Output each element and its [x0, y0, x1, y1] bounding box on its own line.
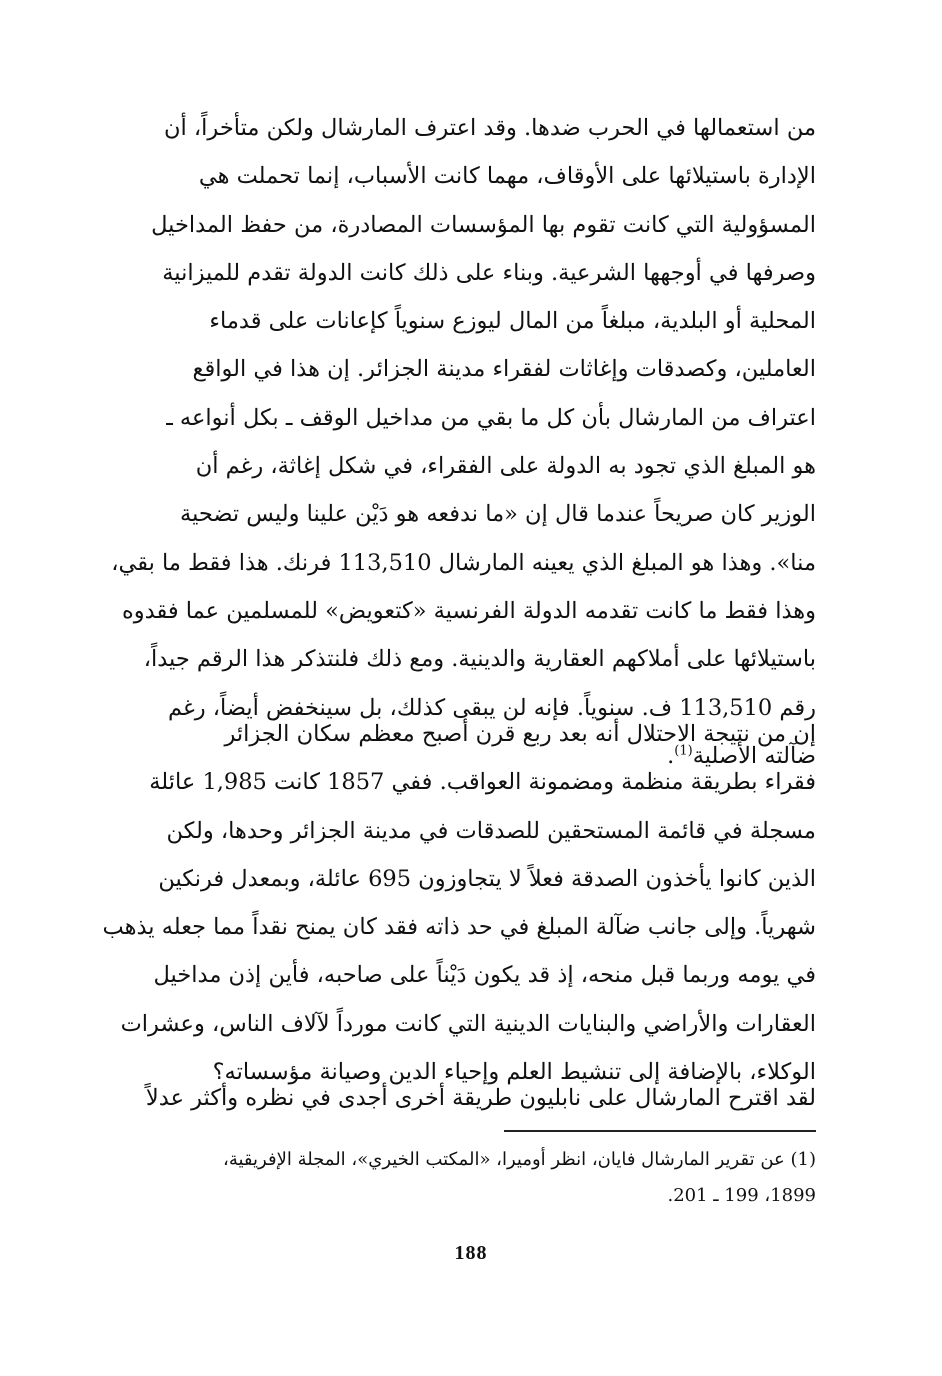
- footnote-line: 1899، 199 ـ 201.: [667, 1185, 816, 1206]
- text-line: إن من نتيجة الاحتلال أنه بعد ربع قرن أصبح معظم سكان الجزائر: [224, 721, 816, 747]
- text-line: وصرفها في أوجهها الشرعية. وبناء على ذلك كانت الدولة تقدم للميزانية: [162, 259, 816, 286]
- text-line: وهذا فقط ما كانت تقدمه الدولة الفرنسية «كتعويض» للمسلمين عما فقدوه: [122, 597, 816, 624]
- text-line: اعتراف من المارشال بأن كل ما بقي من مداخيل الوقف ـ بكل أنواعه ـ: [166, 404, 816, 431]
- text-line: العاملين، وكصدقات وإغاثات لفقراء مدينة الجزائر. إن هذا في الواقع: [192, 356, 816, 383]
- text-line: في يومه وربما قبل منحه، إذ قد يكون دَيْناً على صاحبه، فأين إذن مداخيل: [153, 962, 816, 989]
- text-line: رقم 113,510 ف. سنوياً. فإنه لن يبقى كذلك، بل سينخفض أيضاً، رغم: [168, 694, 816, 721]
- footnote-divider: [504, 1130, 816, 1132]
- text-line: المحلية أو البلدية، مبلغاً من المال ليوزع سنوياً كإعانات على قدماء: [209, 308, 816, 335]
- paragraph-2: [92, 710, 816, 1096]
- page-number: 188: [454, 1242, 488, 1264]
- text-line: باستيلائها على أملاكهم العقارية والدينية. ومع ذلك فلنتذكر هذا الرقم جيداً،: [143, 646, 816, 673]
- text-line: هو المبلغ الذي تجود به الدولة على الفقراء، في شكل إغاثة، رغم أن: [195, 453, 816, 480]
- text-line: لقد اقترح المارشال على نابليون طريقة أخرى أجدى في نظره وأكثر عدلاً: [145, 1085, 816, 1111]
- footnote: [92, 1142, 816, 1214]
- text-line: المسؤولية التي كانت تقوم بها المؤسسات المصادرة، من حفظ المداخيل: [151, 211, 816, 238]
- paragraph-3: [92, 1078, 816, 1118]
- text-line: فقراء بطريقة منظمة ومضمونة العواقب. ففي 1857 كانت 1,985 عائلة: [149, 769, 816, 796]
- text-line: شهرياً. وإلى جانب ضآلة المبلغ في حد ذاته فقد كان يمنح نقداً مما جعله يذهب: [102, 914, 816, 941]
- text-line: الذين كانوا يأخذون الصدقة فعلاً لا يتجاوزون 695 عائلة، وبمعدل فرنكين: [158, 865, 816, 892]
- last-line-text: ضآلته الأصلية: [692, 742, 816, 769]
- text-line: من استعمالها في الحرب ضدها. وقد اعترف المارشال ولكن متأخراً، أن: [163, 115, 816, 141]
- last-line-punct: .: [667, 742, 675, 769]
- text-line: العقارات والأراضي والبنايات الدينية التي كانت مورداً لآلاف الناس، وعشرات: [120, 1010, 816, 1037]
- text-line: الوكلاء، بالإضافة إلى تنشيط العلم وإحياء الدين وصيانة مؤسساته؟: [212, 1059, 816, 1086]
- text-line: الإدارة باستيلائها على الأوقاف، مهما كانت الأسباب، إنما تحملت هي: [198, 163, 816, 190]
- text-line: الوزير كان صريحاً عندما قال إن «ما ندفعه هو دَيْن علينا وليس تضحية: [180, 501, 816, 528]
- text-line: منا». وهذا هو المبلغ الذي يعينه المارشال 113,510 فرنك. هذا فقط ما بقي،: [111, 549, 816, 576]
- footnote-reference[interactable]: (1): [674, 743, 693, 759]
- paragraph-1: [92, 104, 816, 780]
- footnote-line: (1) عن تقرير المارشال فايان، انظر أوميرا، «المكتب الخيري»، المجلة الإفريقية،: [223, 1149, 816, 1170]
- text-line: مسجلة في قائمة المستحقين للصدقات في مدينة الجزائر وحدها، ولكن: [166, 817, 816, 844]
